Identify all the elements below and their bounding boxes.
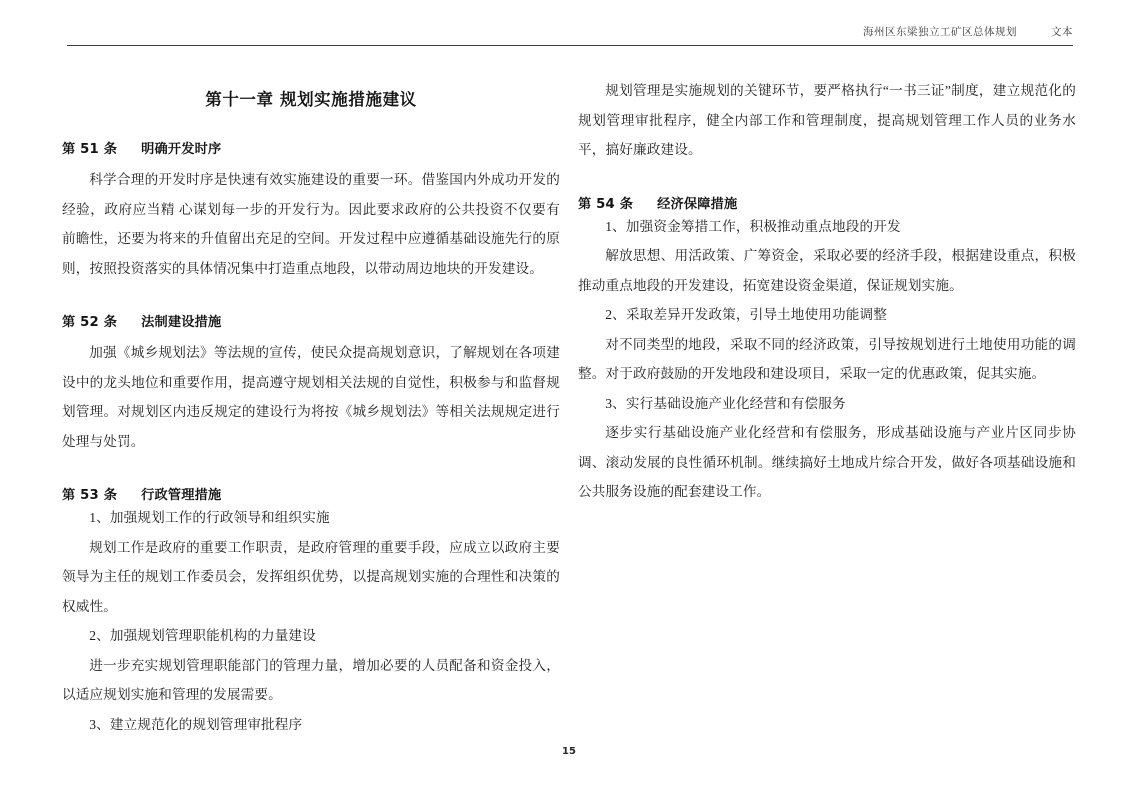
section-number-51: 第 51 条	[62, 142, 118, 157]
section-51-paragraph: 科学合理的开发时序是快速有效实施建设的重要一环。借鉴国内外成功开发的经验，政府应当精 心谋划每一步的开发行为。因此要求政府的公共投资不仅要有前瞻性，还要为将来的升值留出充足的空间。开发过程中应遵循基础设施先行的原则，按照投资落实的具体情况集中打造重点地段，以带动周边地块的开发建设。	[62, 172, 560, 276]
section-53-item-1: 1、加强规划工作的行政领导和组织实施	[89, 510, 330, 525]
header-doc-type: 文本	[1051, 27, 1073, 38]
section-53-item-1-body: 规划工作是政府的重要工作职责，是政府管理的重要手段，应成立以政府主要领导为主任的规划工作委员会，发挥组织优势，以提高规划实施的合理性和决策的权威性。	[62, 539, 560, 614]
section-heading-54	[578, 193, 1076, 212]
section-54-item-2-body: 对不同类型的地段，采取不同的经济政策，引导按规划进行土地使用功能的调整。对于政府鼓励的开发地段和建设项目，采取一定的优惠政策，促其实施。	[578, 336, 1076, 381]
section-heading-53	[62, 484, 560, 503]
running-header	[67, 24, 1073, 46]
section-heading-51	[62, 138, 560, 157]
page-number: 15	[562, 746, 576, 757]
section-53-item-3: 3、建立规范化的规划管理审批程序	[89, 716, 303, 732]
section-number-54: 第 54 条	[578, 196, 634, 212]
section-title-52: 法制建设措施	[141, 315, 222, 330]
section-54-item-1-body: 解放思想、用活政策、广筹资金，采取必要的经济手段，根据建设重点，积极推动重点地段的开发建设，拓宽建设资金渠道，保证规划实施。	[578, 248, 1076, 293]
header-plan-title: 海州区东梁独立工矿区总体规划	[863, 27, 1017, 38]
section-heading-52	[62, 311, 560, 330]
section-54-item-3: 3、实行基础设施产业化经营和有偿服务	[605, 395, 846, 411]
section-number-52: 第 52 条	[62, 315, 118, 330]
section-53-item-2: 2、加强规划管理职能机构的力量建设	[89, 628, 317, 643]
section-title-53: 行政管理措施	[141, 488, 222, 503]
page-columns	[0, 62, 1138, 732]
left-column	[62, 62, 560, 739]
section-52-paragraph: 加强《城乡规划法》等法规的宣传，使民众提高规划意识，了解规划在各项建设中的龙头地位和重要作用，提高遵守规划相关法规的自觉性，积极参与和监督规划管理。对规划区内违反规定的建设行为将按《城乡规划法》等相关法规规定进行处理与处罚。	[62, 345, 560, 449]
right-column	[578, 62, 1076, 507]
section-53-continued-paragraph: 规划管理是实施规划的关键环节，要严格执行“一书三证”制度，建立规范化的规划管理审批程序，健全内部工作和管理制度，提高规划管理工作人员的业务水平，搞好廉政建设。	[578, 83, 1076, 157]
section-54-item-2: 2、采取差异开发政策，引导土地使用功能调整	[605, 307, 888, 322]
section-54-item-1: 1、加强资金筹措工作，积极推动重点地段的开发	[605, 218, 901, 234]
header-text	[863, 24, 1073, 39]
section-title-54: 经济保障措施	[657, 196, 738, 212]
section-54-item-3-body: 逐步实行基础设施产业化经营和有偿服务，形成基础设施与产业片区同步协调、滚动发展的良性循环机制。继续搞好土地成片综合开发，做好各项基础设施和公共服务设施的配套建设工作。	[578, 425, 1076, 499]
header-divider	[67, 45, 1073, 46]
section-number-53: 第 53 条	[62, 488, 118, 503]
section-53-item-2-body: 进一步充实规划管理职能部门的管理力量，增加必要的人员配备和资金投入，以适应规划实施和管理的发展需要。	[62, 657, 560, 702]
section-title-51: 明确开发时序	[141, 142, 222, 157]
chapter-title: 第十一章 规划实施措施建议	[205, 90, 417, 109]
